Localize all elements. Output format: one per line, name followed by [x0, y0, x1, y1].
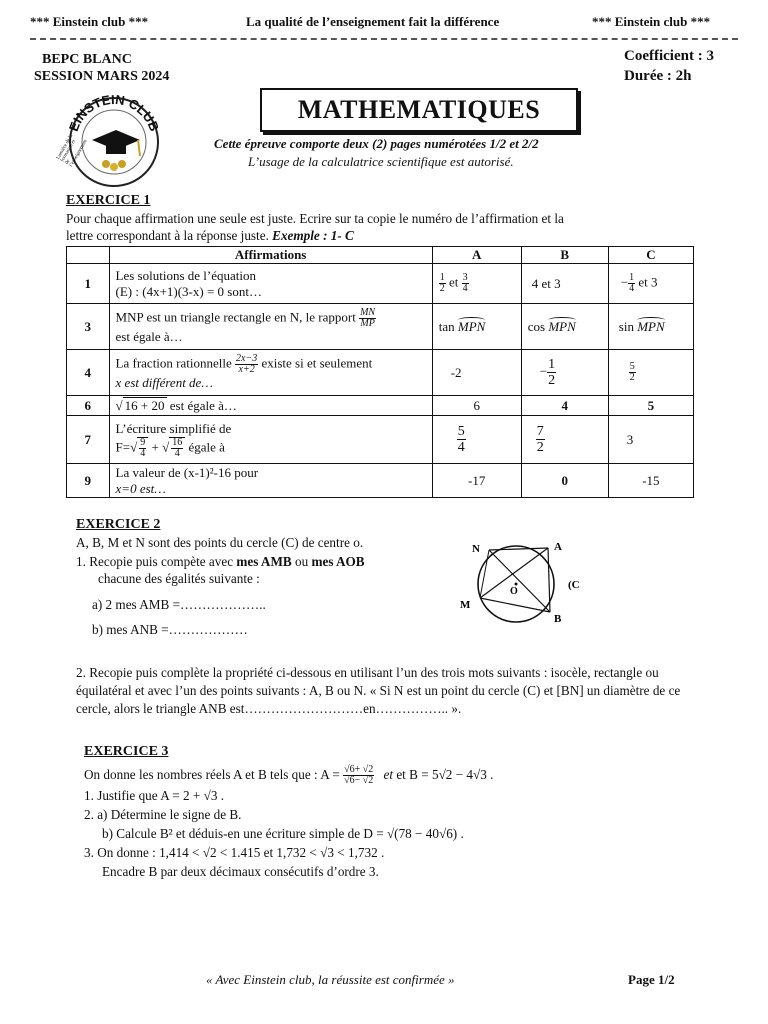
exercise-3-line1: On donne les nombres réels A et B tels que : A = $\frac{√6+ √2}{√6- √2}$ et et B = 5√2 − 4√3 .: [84, 764, 494, 787]
einstein-club-logo: [56, 90, 172, 190]
answer-a: tan MPN: [432, 304, 521, 350]
header-left: *** Einstein club ***: [30, 14, 149, 29]
circle-c-label: (C: [568, 579, 580, 591]
col-b: B: [521, 247, 608, 264]
exercise-3-line4: b) Calcule B² et déduis-en une écriture simple de D = √(78 − 40√6) .: [102, 826, 464, 842]
affirmation-text: La fraction rationnelle $\frac{2x-3}{x+2}$ existe si et seulement x est différent de…: [109, 350, 432, 396]
exercise-3-line6: Encadre B par deux décimaux consécutifs d’ordre 3.: [102, 864, 379, 880]
header-center: La qualité de l’enseignement fait la différence: [246, 14, 500, 29]
logo-text: EINSTEIN CLUB: [65, 91, 163, 134]
row-number: 7: [67, 416, 110, 464]
answer-a: -17: [432, 464, 521, 498]
exam-meta: [624, 46, 714, 86]
table-row: [67, 264, 694, 304]
answer-c: $\frac{5}{2}$: [608, 350, 693, 396]
affirmations-table: [66, 246, 694, 498]
col-a: A: [432, 247, 521, 264]
answer-b: $\frac{7}{2}$: [521, 416, 608, 464]
point-o-label: O: [510, 586, 518, 597]
point-a-label: A: [554, 541, 562, 553]
page-number: Page 1/2: [628, 972, 675, 987]
answer-b: 4 et 3: [521, 264, 608, 304]
affirmation-text: Les solutions de l’équation (E) : (4x+1)(3-x) = 0 sont…: [109, 264, 432, 304]
answer-b: cos MPN: [521, 304, 608, 350]
exam-duration: Durée : 2h: [624, 68, 692, 84]
answer-a: $\frac{1}{2}$ et $\frac{3}{4}$: [432, 264, 521, 304]
answer-c: − $\frac{1}{4}$ et 3: [608, 264, 693, 304]
exercise-2-title: EXERCICE 2: [76, 517, 161, 532]
table-row: [67, 304, 694, 350]
exercise-2-q2: 2. Recopie puis complète la propriété ci-dessous en utilisant l’un des trois mots suivants : isocèle, rectangle ou équilatéral et avec l’un des points suivants : A, B ou N. « Si N est un point du cercle (C) et [BN] un diamètre de ce cercle, alors le triangle ANB est………………………en…………….. ».: [76, 665, 681, 716]
exercise-3-line3: 2. a) Détermine le signe de B.: [84, 807, 242, 823]
exercise-2-intro: A, B, M et N sont des points du cercle (C) de centre o.: [76, 535, 364, 550]
row-number: 3: [67, 304, 110, 350]
answer-c: 5: [608, 396, 693, 416]
calculator-note: L’usage de la calculatrice scientifique est autorisé.: [248, 154, 514, 169]
col-c: C: [608, 247, 693, 264]
exam-coefficient: Coefficient : 3: [624, 48, 714, 64]
row-number: 4: [67, 350, 110, 396]
exercise-3-line5: 3. On donne : 1,414 < √2 < 1.415 et 1,732 < √3 < 1,732 .: [84, 845, 385, 861]
col-affirmations: Affirmations: [109, 247, 432, 264]
subject-title: MATHEMATIQUES: [297, 95, 541, 124]
answer-c: sin MPN: [608, 304, 693, 350]
point-b-label: B: [554, 613, 562, 625]
exercise-1-intro: [66, 210, 706, 244]
answer-a: -2: [432, 350, 521, 396]
exercise-3-body: [84, 765, 704, 881]
answer-b: 4: [521, 396, 608, 416]
answer-a: $\frac{5}{4}$: [432, 416, 521, 464]
footer-motto: « Avec Einstein club, la réussite est confirmée »: [206, 972, 455, 987]
exam-session: SESSION MARS 2024: [34, 69, 170, 84]
header-divider: [30, 38, 738, 40]
exercise-1-intro-line1: Pour chaque affirmation une seule est juste. Ecrire sur ta copie le numéro de l’affirmation et la: [66, 211, 564, 226]
exercise-2-qb: b) mes ANB =………………: [92, 622, 248, 637]
row-number: 6: [67, 396, 110, 416]
logo-small-text: Lumière de la formation et de l’enseignement: [56, 133, 89, 168]
affirmation-text: La valeur de (x-1)²-16 pour x=0 est…: [109, 464, 432, 498]
answer-b: 0: [521, 464, 608, 498]
point-m-label: M: [460, 599, 471, 611]
row-number: 1: [67, 264, 110, 304]
answer-b: − $\frac{1}{2}$: [521, 350, 608, 396]
affirmation-text: MNP est un triangle rectangle en N, le rapport $\frac{MN}{MP}$ est égale à…: [109, 304, 432, 350]
answer-c: 3: [608, 416, 693, 464]
exercise-2-body: A, B, M et N sont des points du cercle (C) de centre o. 1. Recopie puis compète avec mes AMB ou mes AOB chacune des égalités suivante : a) 2 mes AMB =……………….. b) mes ANB =………………: [76, 534, 456, 638]
point-n-label: N: [472, 543, 480, 555]
answer-c: -15: [608, 464, 693, 498]
exercise-1-example: Exemple : 1- C: [272, 228, 354, 243]
pages-note: Cette épreuve comporte deux (2) pages numérotées 1/2 et 2/2: [214, 136, 539, 151]
table-row: [67, 396, 694, 416]
exercise-3-title: EXERCICE 3: [84, 744, 169, 759]
answer-a: 6: [432, 396, 521, 416]
exercise-2-qa: a) 2 mes AMB =………………..: [92, 597, 266, 612]
exercise-1-title: EXERCICE 1: [66, 193, 151, 208]
affirmation-text: L’écriture simplifié de F=√ $\frac{9}{4}$ + √ $\frac{16}{4}$ égale à: [109, 416, 432, 464]
header-right: *** Einstein club ***: [592, 14, 711, 29]
table-row: [67, 416, 694, 464]
exercise-1-intro-line2: lettre correspondant à la réponse juste.: [66, 228, 273, 243]
table-row: [67, 464, 694, 498]
exercise-3-line2: 1. Justifie que A = 2 + √3 .: [84, 788, 225, 804]
exam-info: [34, 51, 169, 85]
subject-title-box: [260, 88, 578, 132]
affirmation-text: √ 16 + 20 est égale à…: [109, 396, 432, 416]
exam-name: BEPC BLANC: [42, 52, 132, 67]
table-header-row: [67, 247, 694, 264]
row-number: 9: [67, 464, 110, 498]
circle-figure: [454, 536, 604, 628]
table-row: [67, 350, 694, 396]
